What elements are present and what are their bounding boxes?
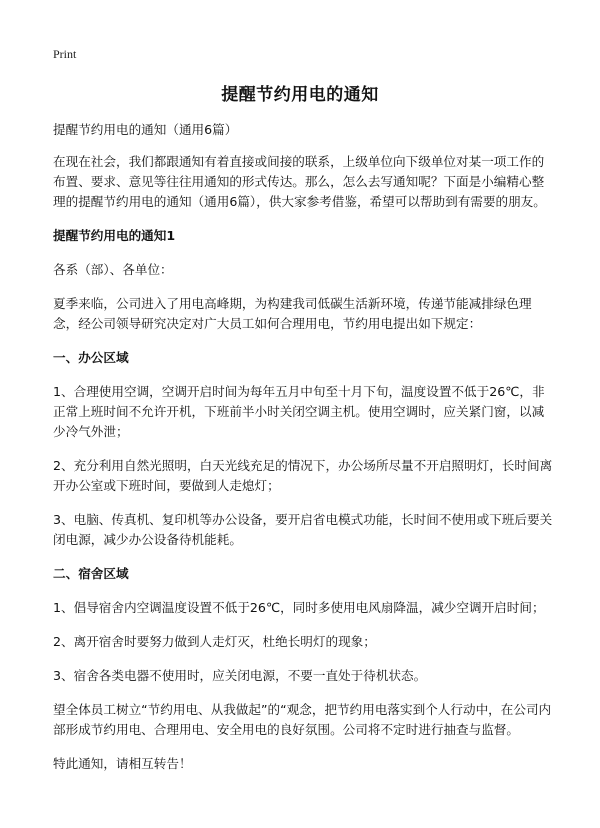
dormitory-item-1: 1、倡导宿舍内空调温度设置不低于26℃，同时多使用电风扇降温，减少空调开启时间； (53, 600, 545, 615)
notice-heading: 提醒节约用电的通知1 (53, 228, 176, 243)
page-title: 提醒节约用电的通知 (221, 85, 379, 105)
office-item-3: 3、电脑、传真机、复印机等办公设备，要开启省电模式功能，长时间不使用或下班后要关闭电源，减少办公设备待机能耗。 (53, 512, 553, 547)
section-heading-dormitory: 二、宿舍区域 (53, 566, 129, 581)
dormitory-item-3: 3、宿舍各类电器不使用时，应关闭电源，不要一直处于待机状态。 (53, 668, 427, 683)
sign-off: 特此通知，请相互转告！ (53, 756, 192, 771)
print-link[interactable]: Print (53, 47, 77, 61)
greeting-paragraph: 各系（部）、各单位： (53, 262, 173, 277)
intro-paragraph: 在现在社会，我们都跟通知有着直接或间接的联系，上级单位向下级单位对某一项工作的布置、要求、意见等往往用通知的形式传达。那么，怎么去写通知呢？下面是小编精心整理的提醒节约用电的通知（通用6篇），供大家参考借鉴，希望可以帮助到有需要的朋友。 (53, 154, 546, 209)
section-heading-office: 一、办公区域 (53, 350, 129, 365)
closing-paragraph: 望全体员工树立“节约用电、从我做起”的“观念，把节约用电落实到个人行动中，在公司内部形成节约用电、合理用电、安全用电的良好氛围。公司将不定时进行抽查与监督。 (53, 702, 552, 737)
office-item-2: 2、充分利用自然光照明，白天光线充足的情况下，办公场所尽量不开启照明灯，长时间离开办公室或下班时间，要做到人走熄灯； (53, 458, 553, 493)
dormitory-item-2: 2、离开宿舍时要努力做到人走灯灭，杜绝长明灯的现象； (53, 634, 376, 649)
document-body (53, 120, 553, 788)
office-item-1: 1、合理使用空调，空调开启时间为每年五月中旬至十月下旬，温度设置不低于26℃，非正常上班时间不允许开机，下班前半小时关闭空调主机。使用空调时，应关紧门窗，以减少冷气外泄； (53, 384, 545, 439)
opening-paragraph: 夏季来临，公司进入了用电高峰期，为构建我司低碳生活新环境，传递节能减排绿色理念，经公司领导研究决定对广大员工如何合理用电，节约用电提出如下规定： (53, 296, 532, 331)
document-subtitle: 提醒节约用电的通知（通用6篇） (53, 122, 238, 137)
